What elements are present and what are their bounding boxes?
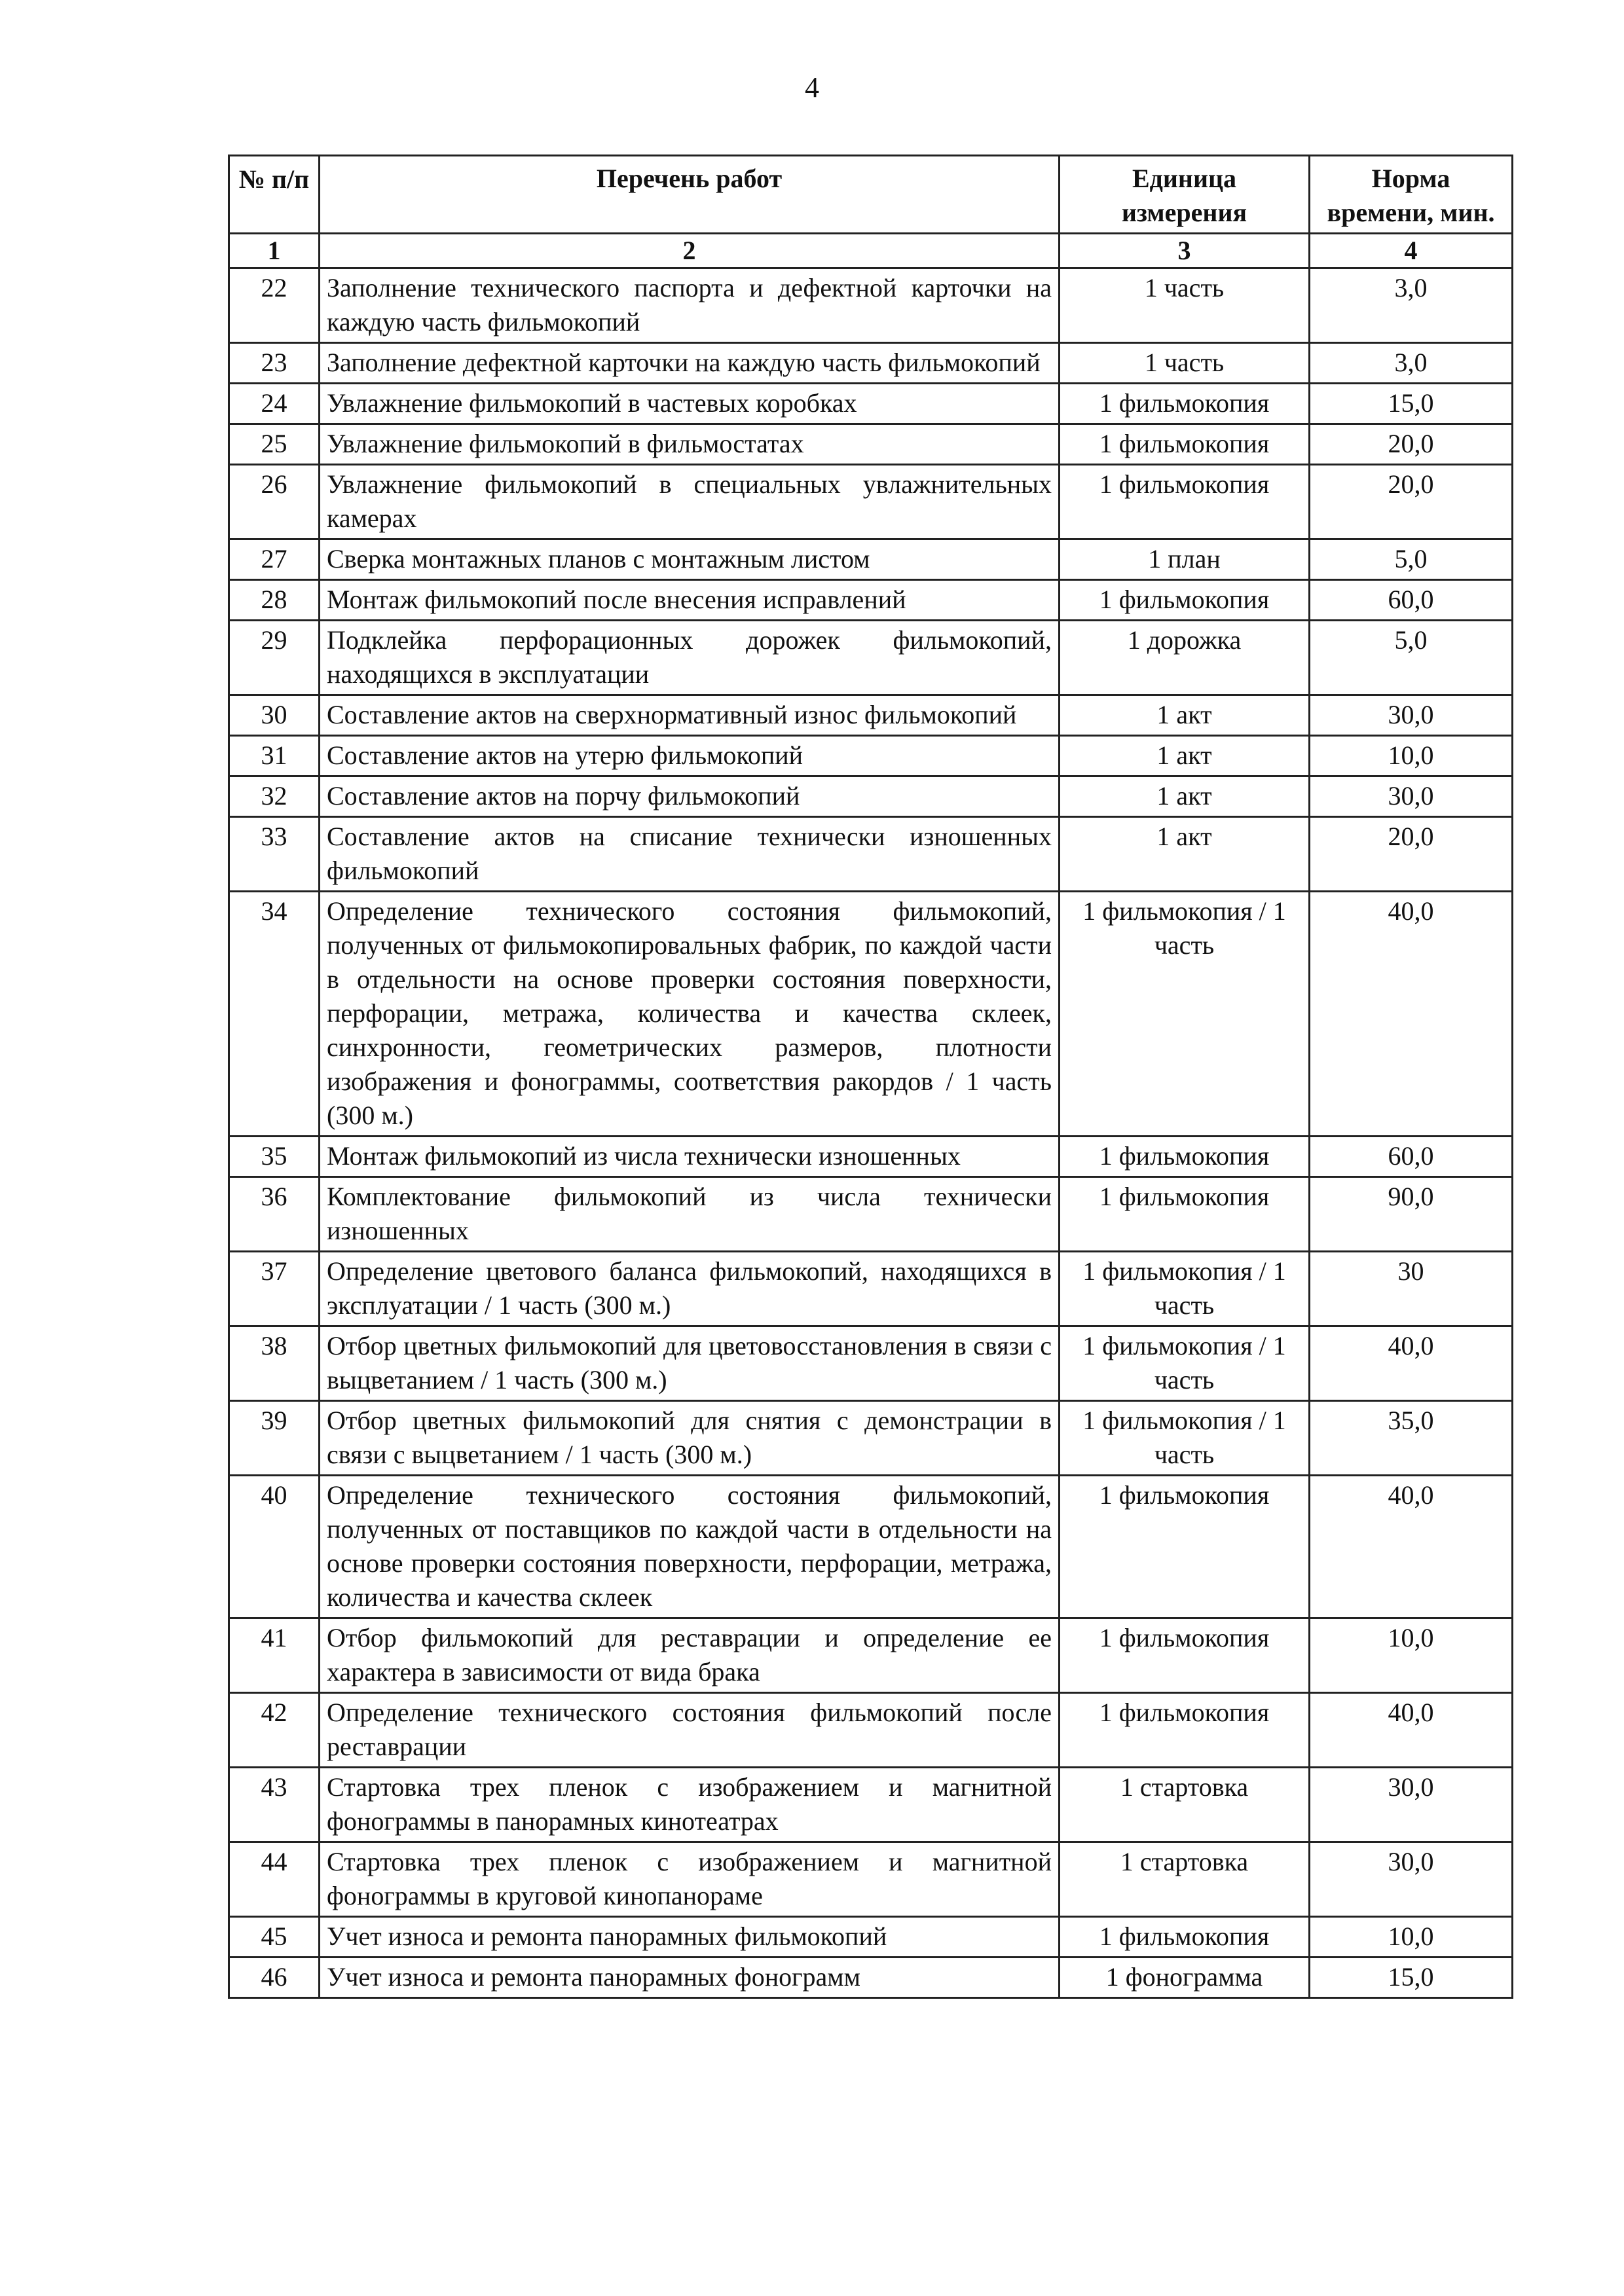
- work-description-cell: Монтаж фильмокопий после внесения исправлений: [320, 580, 1060, 621]
- table-row: [229, 1476, 1513, 1618]
- norm-time-cell: 90,0: [1310, 1177, 1513, 1252]
- column-number: 2: [320, 234, 1060, 268]
- unit-cell: 1 акт: [1060, 776, 1310, 817]
- work-description-cell: Определение технического состояния фильмокопий после реставрации: [320, 1693, 1060, 1768]
- work-description-cell: Увлажнение фильмокопий в фильмостатах: [320, 424, 1060, 465]
- table-row: [229, 695, 1513, 736]
- work-description-cell: Заполнение дефектной карточки на каждую часть фильмокопий: [320, 343, 1060, 384]
- table-row: [229, 1137, 1513, 1177]
- table-row: [229, 1842, 1513, 1917]
- row-number-cell: 37: [229, 1252, 320, 1326]
- norm-time-cell: 10,0: [1310, 1618, 1513, 1693]
- unit-cell: 1 фильмокопия / 1 часть: [1060, 892, 1310, 1137]
- table-row: [229, 817, 1513, 892]
- table-row: [229, 1768, 1513, 1842]
- work-description-cell: Монтаж фильмокопий из числа технически изношенных: [320, 1137, 1060, 1177]
- table-row: [229, 892, 1513, 1137]
- header-work: Перечень работ: [320, 156, 1060, 234]
- table-row: [229, 1177, 1513, 1252]
- work-description-cell: Подклейка перфорационных дорожек фильмокопий, находящихся в эксплуатации: [320, 621, 1060, 695]
- unit-cell: 1 акт: [1060, 695, 1310, 736]
- unit-cell: 1 фильмокопия: [1060, 1476, 1310, 1618]
- column-number-row: [229, 234, 1513, 268]
- column-number: 3: [1060, 234, 1310, 268]
- row-number-cell: 34: [229, 892, 320, 1137]
- row-number-cell: 39: [229, 1401, 320, 1476]
- row-number-cell: 44: [229, 1842, 320, 1917]
- header-unit: Единица измерения: [1060, 156, 1310, 234]
- row-number-cell: 43: [229, 1768, 320, 1842]
- unit-cell: 1 фильмокопия: [1060, 1137, 1310, 1177]
- table-row: [229, 776, 1513, 817]
- row-number-cell: 42: [229, 1693, 320, 1768]
- norm-time-cell: 30,0: [1310, 776, 1513, 817]
- norms-table: [228, 155, 1513, 1999]
- norm-time-cell: 5,0: [1310, 621, 1513, 695]
- row-number-cell: 41: [229, 1618, 320, 1693]
- norm-time-cell: 3,0: [1310, 268, 1513, 343]
- unit-cell: 1 фильмокопия: [1060, 580, 1310, 621]
- table-row: [229, 1326, 1513, 1401]
- work-description-cell: Увлажнение фильмокопий в специальных увлажнительных камерах: [320, 465, 1060, 539]
- row-number-cell: 46: [229, 1958, 320, 1998]
- norm-time-cell: 30,0: [1310, 1768, 1513, 1842]
- unit-cell: 1 фильмокопия: [1060, 1618, 1310, 1693]
- norm-time-cell: 20,0: [1310, 817, 1513, 892]
- row-number-cell: 33: [229, 817, 320, 892]
- work-description-cell: Составление актов на сверхнормативный износ фильмокопий: [320, 695, 1060, 736]
- row-number-cell: 27: [229, 539, 320, 580]
- table-row: [229, 1917, 1513, 1958]
- work-description-cell: Учет износа и ремонта панорамных фильмокопий: [320, 1917, 1060, 1958]
- norm-time-cell: 40,0: [1310, 1476, 1513, 1618]
- norm-time-cell: 40,0: [1310, 1693, 1513, 1768]
- row-number-cell: 32: [229, 776, 320, 817]
- work-description-cell: Определение цветового баланса фильмокопий, находящихся в эксплуатации / 1 часть (300 м.): [320, 1252, 1060, 1326]
- unit-cell: 1 акт: [1060, 817, 1310, 892]
- table-row: [229, 1618, 1513, 1693]
- work-description-cell: Определение технического состояния фильмокопий, полученных от фильмокопировальных фабрик, по каждой части в отдельности на основе проверки состояния поверхности, перфорации, метража, количества и качества склеек, синхронности, геометрических размеров, плотности изображения и фонограммы, соответствия ракордов / 1 часть (300 м.): [320, 892, 1060, 1137]
- work-description-cell: Составление актов на утерю фильмокопий: [320, 736, 1060, 776]
- column-number: 1: [229, 234, 320, 268]
- unit-cell: 1 фонограмма: [1060, 1958, 1310, 1998]
- norm-time-cell: 3,0: [1310, 343, 1513, 384]
- row-number-cell: 45: [229, 1917, 320, 1958]
- work-description-cell: Комплектование фильмокопий из числа технически изношенных: [320, 1177, 1060, 1252]
- table-row: [229, 1252, 1513, 1326]
- table-row: [229, 621, 1513, 695]
- table-row: [229, 539, 1513, 580]
- row-number-cell: 36: [229, 1177, 320, 1252]
- table-header: [229, 156, 1513, 268]
- row-number-cell: 25: [229, 424, 320, 465]
- table-row: [229, 1693, 1513, 1768]
- table-row: [229, 424, 1513, 465]
- row-number-cell: 24: [229, 384, 320, 424]
- row-number-cell: 31: [229, 736, 320, 776]
- unit-cell: 1 стартовка: [1060, 1768, 1310, 1842]
- table-row: [229, 580, 1513, 621]
- page-number: 4: [805, 71, 819, 103]
- table-row: [229, 465, 1513, 539]
- row-number-cell: 30: [229, 695, 320, 736]
- unit-cell: 1 фильмокопия: [1060, 1177, 1310, 1252]
- header-no: № п/п: [229, 156, 320, 234]
- table-row: [229, 384, 1513, 424]
- unit-cell: 1 дорожка: [1060, 621, 1310, 695]
- row-number-cell: 28: [229, 580, 320, 621]
- work-description-cell: Отбор фильмокопий для реставрации и определение ее характера в зависимости от вида брака: [320, 1618, 1060, 1693]
- header-norm: Норма времени, мин.: [1310, 156, 1513, 234]
- norm-time-cell: 60,0: [1310, 580, 1513, 621]
- unit-cell: 1 фильмокопия: [1060, 1693, 1310, 1768]
- table-row: [229, 268, 1513, 343]
- row-number-cell: 35: [229, 1137, 320, 1177]
- norm-time-cell: 30,0: [1310, 1842, 1513, 1917]
- work-description-cell: Увлажнение фильмокопий в частевых коробках: [320, 384, 1060, 424]
- norm-time-cell: 30,0: [1310, 695, 1513, 736]
- row-number-cell: 23: [229, 343, 320, 384]
- table-row: [229, 1958, 1513, 1998]
- norm-time-cell: 20,0: [1310, 465, 1513, 539]
- norm-time-cell: 40,0: [1310, 892, 1513, 1137]
- unit-cell: 1 фильмокопия / 1 часть: [1060, 1326, 1310, 1401]
- unit-cell: 1 фильмокопия / 1 часть: [1060, 1252, 1310, 1326]
- table-body: [229, 268, 1513, 1998]
- work-description-cell: Стартовка трех пленок с изображением и магнитной фонограммы в панорамных кинотеатрах: [320, 1768, 1060, 1842]
- norm-time-cell: 5,0: [1310, 539, 1513, 580]
- norm-time-cell: 20,0: [1310, 424, 1513, 465]
- norm-time-cell: 35,0: [1310, 1401, 1513, 1476]
- work-description-cell: Определение технического состояния фильмокопий, полученных от поставщиков по каждой части в отдельности на основе проверки состояния поверхности, перфорации, метража, количества и качества склеек: [320, 1476, 1060, 1618]
- work-description-cell: Составление актов на списание технически изношенных фильмокопий: [320, 817, 1060, 892]
- unit-cell: 1 акт: [1060, 736, 1310, 776]
- norm-time-cell: 15,0: [1310, 384, 1513, 424]
- work-description-cell: Учет износа и ремонта панорамных фонограмм: [320, 1958, 1060, 1998]
- work-description-cell: Отбор цветных фильмокопий для цветовосстановления в связи с выцветанием / 1 часть (300 м.): [320, 1326, 1060, 1401]
- unit-cell: 1 часть: [1060, 268, 1310, 343]
- row-number-cell: 26: [229, 465, 320, 539]
- norms-table-container: [228, 155, 1511, 1999]
- norm-time-cell: 60,0: [1310, 1137, 1513, 1177]
- norm-time-cell: 10,0: [1310, 736, 1513, 776]
- norm-time-cell: 40,0: [1310, 1326, 1513, 1401]
- unit-cell: 1 фильмокопия / 1 часть: [1060, 1401, 1310, 1476]
- unit-cell: 1 фильмокопия: [1060, 465, 1310, 539]
- work-description-cell: Отбор цветных фильмокопий для снятия с демонстрации в связи с выцветанием / 1 часть (300 м.): [320, 1401, 1060, 1476]
- work-description-cell: Заполнение технического паспорта и дефектной карточки на каждую часть фильмокопий: [320, 268, 1060, 343]
- row-number-cell: 29: [229, 621, 320, 695]
- norm-time-cell: 30: [1310, 1252, 1513, 1326]
- row-number-cell: 38: [229, 1326, 320, 1401]
- row-number-cell: 40: [229, 1476, 320, 1618]
- unit-cell: 1 план: [1060, 539, 1310, 580]
- table-row: [229, 343, 1513, 384]
- row-number-cell: 22: [229, 268, 320, 343]
- work-description-cell: Стартовка трех пленок с изображением и магнитной фонограммы в круговой кинопанораме: [320, 1842, 1060, 1917]
- work-description-cell: Сверка монтажных планов с монтажным листом: [320, 539, 1060, 580]
- unit-cell: 1 стартовка: [1060, 1842, 1310, 1917]
- column-number: 4: [1310, 234, 1513, 268]
- work-description-cell: Составление актов на порчу фильмокопий: [320, 776, 1060, 817]
- unit-cell: 1 фильмокопия: [1060, 1917, 1310, 1958]
- unit-cell: 1 часть: [1060, 343, 1310, 384]
- table-row: [229, 736, 1513, 776]
- unit-cell: 1 фильмокопия: [1060, 424, 1310, 465]
- norm-time-cell: 10,0: [1310, 1917, 1513, 1958]
- header-row: [229, 156, 1513, 234]
- norm-time-cell: 15,0: [1310, 1958, 1513, 1998]
- table-row: [229, 1401, 1513, 1476]
- unit-cell: 1 фильмокопия: [1060, 384, 1310, 424]
